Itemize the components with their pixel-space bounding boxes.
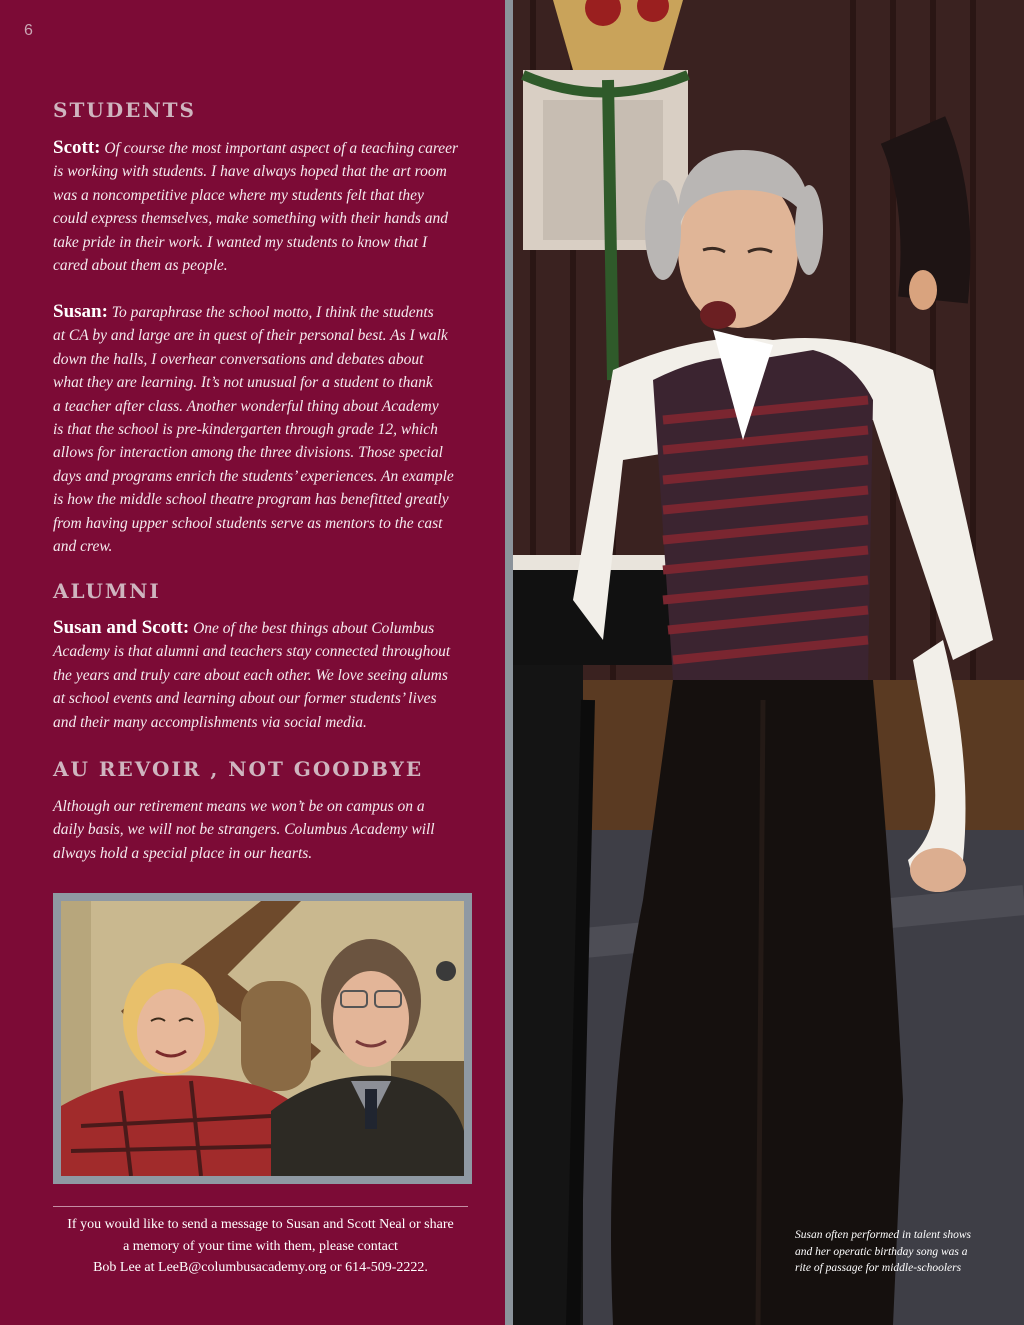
para-line: Of course the most important aspect of a teaching career [104, 140, 459, 157]
para-line: down the halls, I overhear conversations and debates about [53, 350, 424, 368]
caption-line: and her operatic birthday song was a [795, 1245, 968, 1258]
scott-students-paragraph [53, 136, 458, 277]
para-line: Although our retirement means we won’t be on campus on a [53, 798, 425, 815]
para-line: cared about them as people. [53, 257, 228, 275]
caption-line: rite of passage for middle-schoolers [795, 1262, 962, 1274]
left-panel [0, 0, 505, 1325]
contact-divider [53, 1206, 468, 1207]
speaker-susan: Susan: [53, 301, 108, 322]
au-revoir-paragraph [53, 795, 435, 865]
para-line: allows for interaction among the three divisions. Those special [53, 444, 443, 462]
para-line: Academy is that alumni and teachers stay connected throughout [53, 643, 451, 661]
para-line: daily basis, we will not be strangers. Columbus Academy will [53, 821, 435, 839]
couple-photo-illustration [61, 901, 464, 1176]
para-line: could express themselves, make something with their hands and [53, 210, 449, 228]
caption-line: Susan often performed in talent shows [795, 1229, 972, 1241]
para-line: always hold a special place in our hearts. [53, 844, 313, 862]
contact-line: a memory of your time with them, please contact [123, 1238, 398, 1254]
para-line: what they are learning. It’s not unusual for a student to thank [53, 374, 433, 392]
para-line: a teacher after class. Another wonderful thing about Academy [53, 397, 439, 415]
para-line: is working with students. I have always hoped that the art room [53, 163, 447, 181]
para-line: is how the middle school theatre program has benefitted greatly [53, 491, 449, 509]
performance-photo [513, 0, 1024, 1325]
performance-photo-illustration [513, 0, 1024, 1325]
para-line: days and programs enrich the students’ experiences. An example [53, 467, 454, 485]
photo-caption [795, 1227, 985, 1277]
para-line: take pride in their work. I wanted my students to know that I [53, 233, 428, 251]
speaker-scott: Scott: [53, 137, 101, 158]
para-line: at CA by and large are in quest of their personal best. As I walk [53, 327, 448, 345]
alumni-paragraph [53, 616, 450, 734]
students-heading: STUDENTS [53, 98, 196, 122]
contact-line: Bob Lee at LeeB@columbusacademy.org or 614-509-2222. [93, 1260, 428, 1275]
susan-students-paragraph [53, 300, 454, 558]
contact-line: If you would like to send a message to Susan and Scott Neal or share [67, 1217, 454, 1232]
page-divider [505, 0, 513, 1325]
para-line: the years and truly care about each other. We love seeing alums [53, 666, 448, 684]
para-line: To paraphrase the school motto, I think the students [111, 304, 434, 321]
couple-photo-frame [53, 893, 472, 1184]
speaker-susan-and-scott: Susan and Scott: [53, 617, 190, 638]
para-line: and their many accomplishments via social media. [53, 713, 367, 731]
para-line: was a noncompetitive place where my students felt that they [53, 186, 424, 204]
page-number: 6 [24, 22, 33, 39]
para-line: and crew. [53, 538, 113, 556]
contact-info [53, 1214, 468, 1279]
para-line: at school events and learning about our former students’ lives [53, 690, 437, 708]
para-line: is that the school is pre-kindergarten through grade 12, which [53, 421, 438, 439]
para-line: One of the best things about Columbus [193, 620, 435, 637]
alumni-heading: ALUMNI [53, 579, 161, 603]
au-revoir-heading: AU REVOIR , NOT GOODBYE [53, 757, 424, 781]
couple-photo [61, 901, 464, 1176]
para-line: from having upper school students serve as mentors to the cast [53, 514, 443, 532]
